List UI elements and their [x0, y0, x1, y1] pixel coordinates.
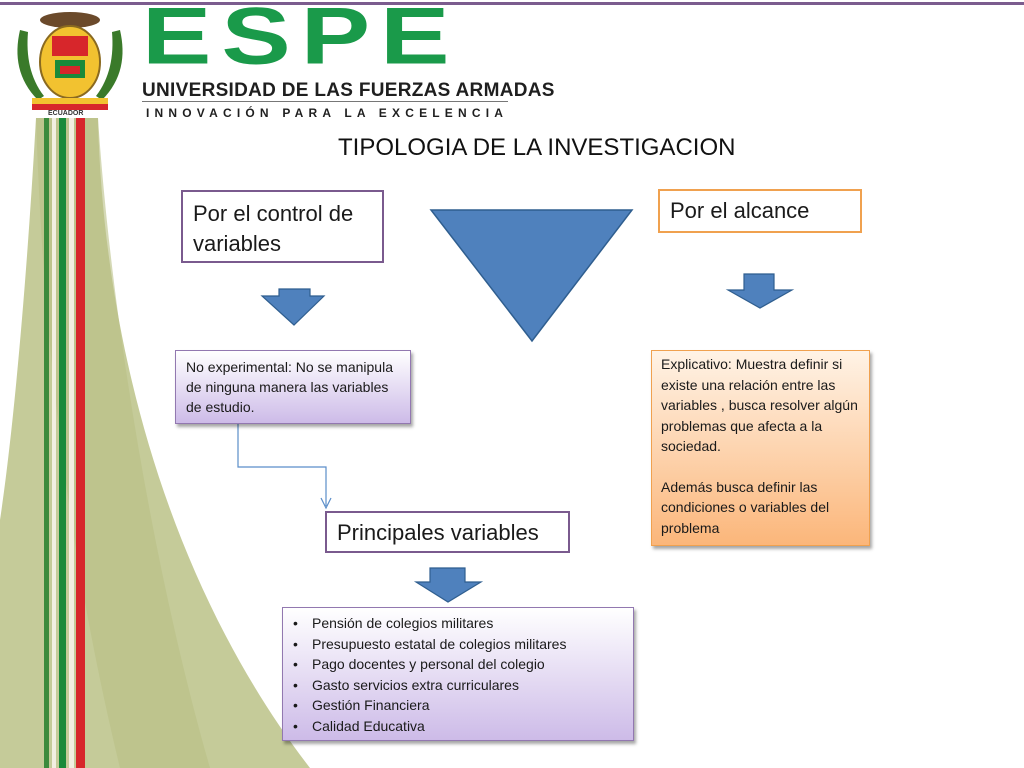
- box-no-experimental: [175, 350, 411, 424]
- list-item: • Presupuesto estatal de colegios militares: [293, 634, 623, 655]
- box-alcance-label: Por el alcance: [670, 198, 810, 223]
- logo-divider: [142, 101, 508, 102]
- logo-tagline: INNOVACIÓN PARA LA EXCELENCIA: [146, 106, 509, 120]
- principales-label: Principales variables: [337, 520, 539, 545]
- no-experimental-text: No experimental: No se manipula de ninguna manera las variables de estudio.: [186, 359, 393, 415]
- variables-list: [293, 613, 623, 736]
- logo-wordmark: ESPE: [142, 0, 460, 82]
- list-item: • Calidad Educativa: [293, 716, 623, 737]
- shield-country-label: ECUADOR: [48, 110, 84, 117]
- slide-title: TIPOLOGIA DE LA INVESTIGACION: [338, 134, 736, 161]
- box-alcance: [658, 189, 862, 233]
- list-item: • Pensión de colegios militares: [293, 613, 623, 634]
- box-control-label: Por el control de variables: [193, 201, 354, 256]
- explicativo-paragraph-2: Además busca definir las condiciones o variables del problema: [661, 478, 830, 536]
- explicativo-paragraph-1: Explicativo: Muestra definir si existe una relación entre las variables , busca resolver algún problemas que afecta a la sociedad.: [661, 356, 858, 454]
- box-principales-variables: [325, 511, 570, 553]
- logo-university-name: UNIVERSIDAD DE LAS FUERZAS ARMADAS: [142, 80, 555, 101]
- box-explicativo: [651, 350, 870, 546]
- list-item: • Gasto servicios extra curriculares: [293, 675, 623, 696]
- box-variables-list: [282, 607, 634, 741]
- box-control-variables: [181, 190, 384, 263]
- ecuador-coat-of-arms-icon: [8, 6, 132, 118]
- list-item: • Gestión Financiera: [293, 695, 623, 716]
- list-item: • Pago docentes y personal del colegio: [293, 654, 623, 675]
